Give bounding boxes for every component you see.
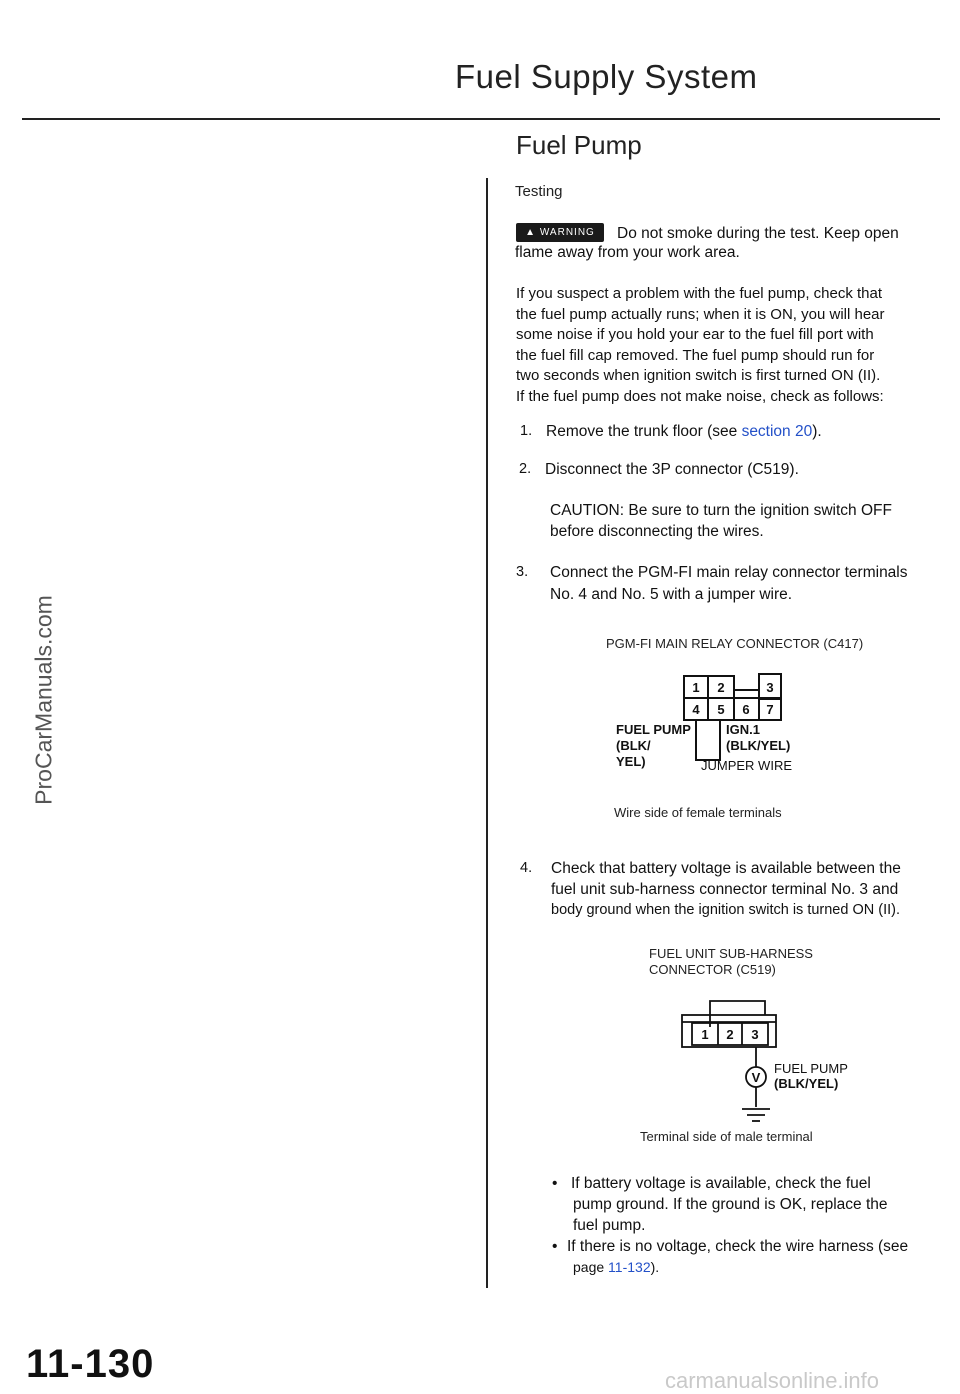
intro-line: If the fuel pump does not make noise, check as follows: [516,387,884,405]
ign1-label-line-1: IGN.1 [726,722,760,737]
pin-label: 2 [717,680,725,695]
figure-1-title: PGM-FI MAIN RELAY CONNECTOR (C417) [606,636,864,651]
step-4-line-1: Check that battery voltage is available between the [551,860,901,877]
footer-watermark: carmanualsonline.info [665,1368,880,1393]
voltmeter-symbol: V [751,1070,761,1085]
sub-harness-connector-diagram [670,995,870,1145]
pin-label: 4 [692,702,700,717]
pin-label: 1 [692,680,700,695]
caution-line-1: CAUTION: Be sure to turn the ignition switch OFF [550,502,892,519]
jumper-wire-right [710,720,720,760]
page-11-132-link[interactable]: 11-132 [608,1259,651,1275]
step-3-line-1: Connect the PGM-FI main relay connector terminals [550,564,908,581]
figure-1-caption: Wire side of female terminals [614,805,782,820]
bullet-2-line-1: If there is no voltage, check the wire harness (see [567,1238,909,1255]
step-2-number: 2. [519,461,532,477]
pin-label: 5 [717,702,725,717]
bullet-1-line-2: pump ground. If the ground is OK, replace the [573,1196,888,1213]
fuel-pump-label: FUEL PUMP [774,1061,848,1076]
step-4-line-3: body ground when the ignition switch is turned ON (II). [551,902,900,918]
bullet-1-line-3: fuel pump. [573,1217,646,1234]
jumper-wire-label: JUMPER WIRE [701,758,792,773]
caution-line-2: before disconnecting the wires. [550,523,764,540]
pin-label: 3 [751,1027,759,1042]
relay-connector-diagram [600,660,900,780]
section-20-link[interactable]: section 20 [741,423,813,440]
page-number: 11-130 [26,1342,155,1386]
subheading-testing: Testing [515,183,563,200]
bullet-2-marker: • [552,1238,558,1255]
wire-color-label: (BLK/YEL) [774,1076,839,1091]
pin-label: 6 [742,702,750,717]
step-3-number: 3. [516,564,529,580]
intro-line: some noise if you hold your ear to the fuel fill port with [516,326,874,343]
jumper-wire-left [696,720,710,760]
section-title: Fuel Pump [516,130,642,160]
intro-line: If you suspect a problem with the fuel pump, check that [516,285,883,302]
step-4-number: 4. [520,860,533,876]
figure-2-title-line-1: FUEL UNIT SUB-HARNESS [649,946,813,961]
pin-label: 7 [766,702,774,717]
figure-2-caption: Terminal side of male terminal [640,1129,813,1144]
step-3-line-2: No. 4 and No. 5 with a jumper wire. [550,586,793,603]
step-4-line-2: fuel unit sub-harness connector terminal No. 3 and [551,881,899,898]
fuel-pump-label-line-3: YEL) [616,754,646,769]
fuel-pump-label-line-1: FUEL PUMP [616,722,691,737]
pin-label: 1 [701,1027,709,1042]
step-1-text: Remove the trunk floor (see section 20). [546,423,822,440]
ign1-label-line-2: (BLK/YEL) [726,738,791,753]
warning-badge-label: WARNING [539,227,595,238]
warning-text-line-2: flame away from your work area. [515,244,740,261]
fuel-pump-label-line-2: (BLK/ [616,738,651,753]
intro-paragraph [516,284,924,407]
step-1-number: 1. [520,423,533,439]
side-watermark: ProCarManuals.com [30,595,57,805]
title-divider [22,118,940,120]
step-2-text: Disconnect the 3P connector (C519). [545,461,799,478]
pin-label: 2 [726,1027,734,1042]
bullet-1-marker: • [552,1175,558,1192]
warning-badge [516,223,604,242]
intro-line: the fuel fill cap removed. The fuel pump should run for [516,346,875,364]
figure-2-title-line-2: CONNECTOR (C519) [649,962,776,977]
bullet-2-line-2: page 11-132). [573,1259,660,1275]
column-divider [486,178,488,1288]
intro-line: two seconds when ignition switch is first turned ON (II). [516,367,881,384]
bullet-1-line-1: If battery voltage is available, check the fuel [571,1175,871,1192]
pin-label: 3 [766,680,774,695]
page-title: Fuel Supply System [455,58,758,95]
warning-triangle-icon: ▲ [525,227,537,238]
warning-text-line-1: Do not smoke during the test. Keep open [617,225,899,242]
intro-line: the fuel pump actually runs; when it is ON, you will hear [516,305,885,323]
